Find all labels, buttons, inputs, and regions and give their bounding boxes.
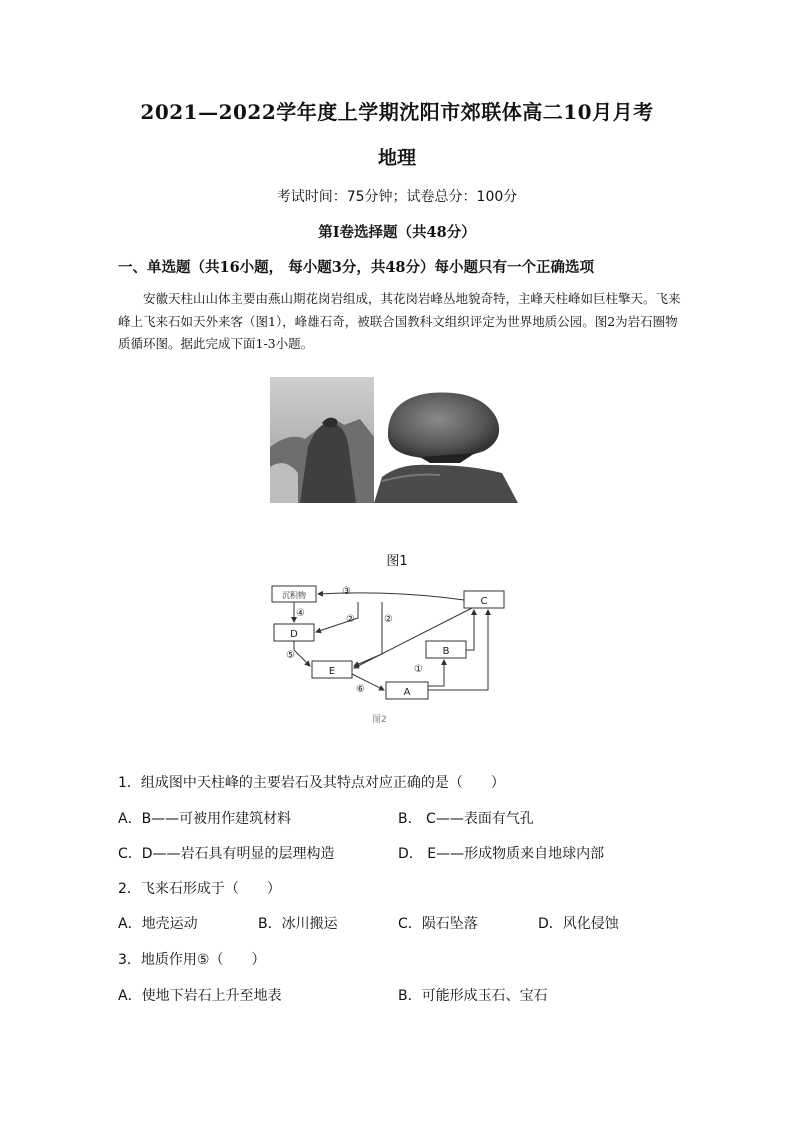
arrow-label-4: ④ <box>296 608 305 619</box>
question-2-stem: 2．飞来石形成于（ ） <box>118 881 281 897</box>
label-b: B <box>442 646 450 657</box>
subject-title: 地理 <box>377 147 416 169</box>
exam-info: 考试时间：75分钟；试卷总分：100分 <box>276 189 518 205</box>
arrow-label-2b: ② <box>384 614 393 625</box>
exam-title: 2021—2022学年度上学期沈阳市郊联体高二10月月考 <box>140 100 654 124</box>
section-heading: 一、单选题（共16小题， 每小题3分，共48分）每小题只有一个正确选项 <box>118 259 594 276</box>
question-3-option-b: B．可能形成玉石、宝石 <box>398 988 548 1004</box>
question-3-option-a: A．使地下岩石上升至地表 <box>118 988 282 1004</box>
question-1-option-b: B． C——表面有气孔 <box>398 811 534 827</box>
arrow-label-6: ⑥ <box>356 684 365 695</box>
label-a: A <box>403 687 411 698</box>
arrow-label-1: ① <box>414 664 423 675</box>
arrow-label-5: ⑤ <box>286 650 295 661</box>
figure1-caption: 图1 <box>386 554 408 569</box>
rock-cycle-diagram <box>262 578 522 728</box>
figure2-caption: 图2 <box>372 715 387 725</box>
label-sediment: 沉积物 <box>282 591 306 600</box>
label-c: C <box>480 596 488 607</box>
question-2-option-d: D．风化侵蚀 <box>538 916 619 932</box>
arrow-label-2a: ② <box>346 614 355 625</box>
question-1-stem: 1．组成图中天柱峰的主要岩石及其特点对应正确的是（ ） <box>118 775 505 791</box>
arrow-5 <box>294 641 310 666</box>
arrow-b-to-c <box>466 610 474 650</box>
photo-right-boulder <box>388 393 499 460</box>
question-2-option-a: A．地壳运动 <box>118 916 198 932</box>
question-1-option-d: D． E——形成物质来自地球内部 <box>398 846 605 862</box>
question-2-option-c: C．陨石坠落 <box>398 916 478 932</box>
reading-passage: 安徽天柱山山体主要由燕山期花岗岩组成，其花岗岩峰丛地貌奇特，主峰天柱峰如巨柱擎天。飞来峰上飞来石如天外来客（图1），峰雄石奇，被联合国教科文组织评定为世界地质公园。图2为岩石圈物质循环图。据此完成下面1-3小题。 <box>118 291 681 351</box>
question-1-option-a: A．B——可被用作建筑材料 <box>118 811 292 827</box>
photo-left-mist <box>270 463 298 503</box>
label-d: D <box>290 629 298 640</box>
arrow-3 <box>318 593 464 600</box>
arrow-1 <box>428 660 444 686</box>
question-2-option-b: B．冰川搬运 <box>258 916 338 932</box>
figure1-photo <box>270 377 522 503</box>
volume-heading: 第Ⅰ卷选择题（共48分） <box>318 224 476 241</box>
question-3-stem: 3．地质作用⑤（ ） <box>118 952 266 968</box>
arrow-label-3: ③ <box>342 586 351 597</box>
arrow-c-to-e <box>354 608 472 668</box>
question-1-option-c: C．D——岩石具有明显的层理构造 <box>118 846 335 862</box>
label-e: E <box>328 666 336 677</box>
